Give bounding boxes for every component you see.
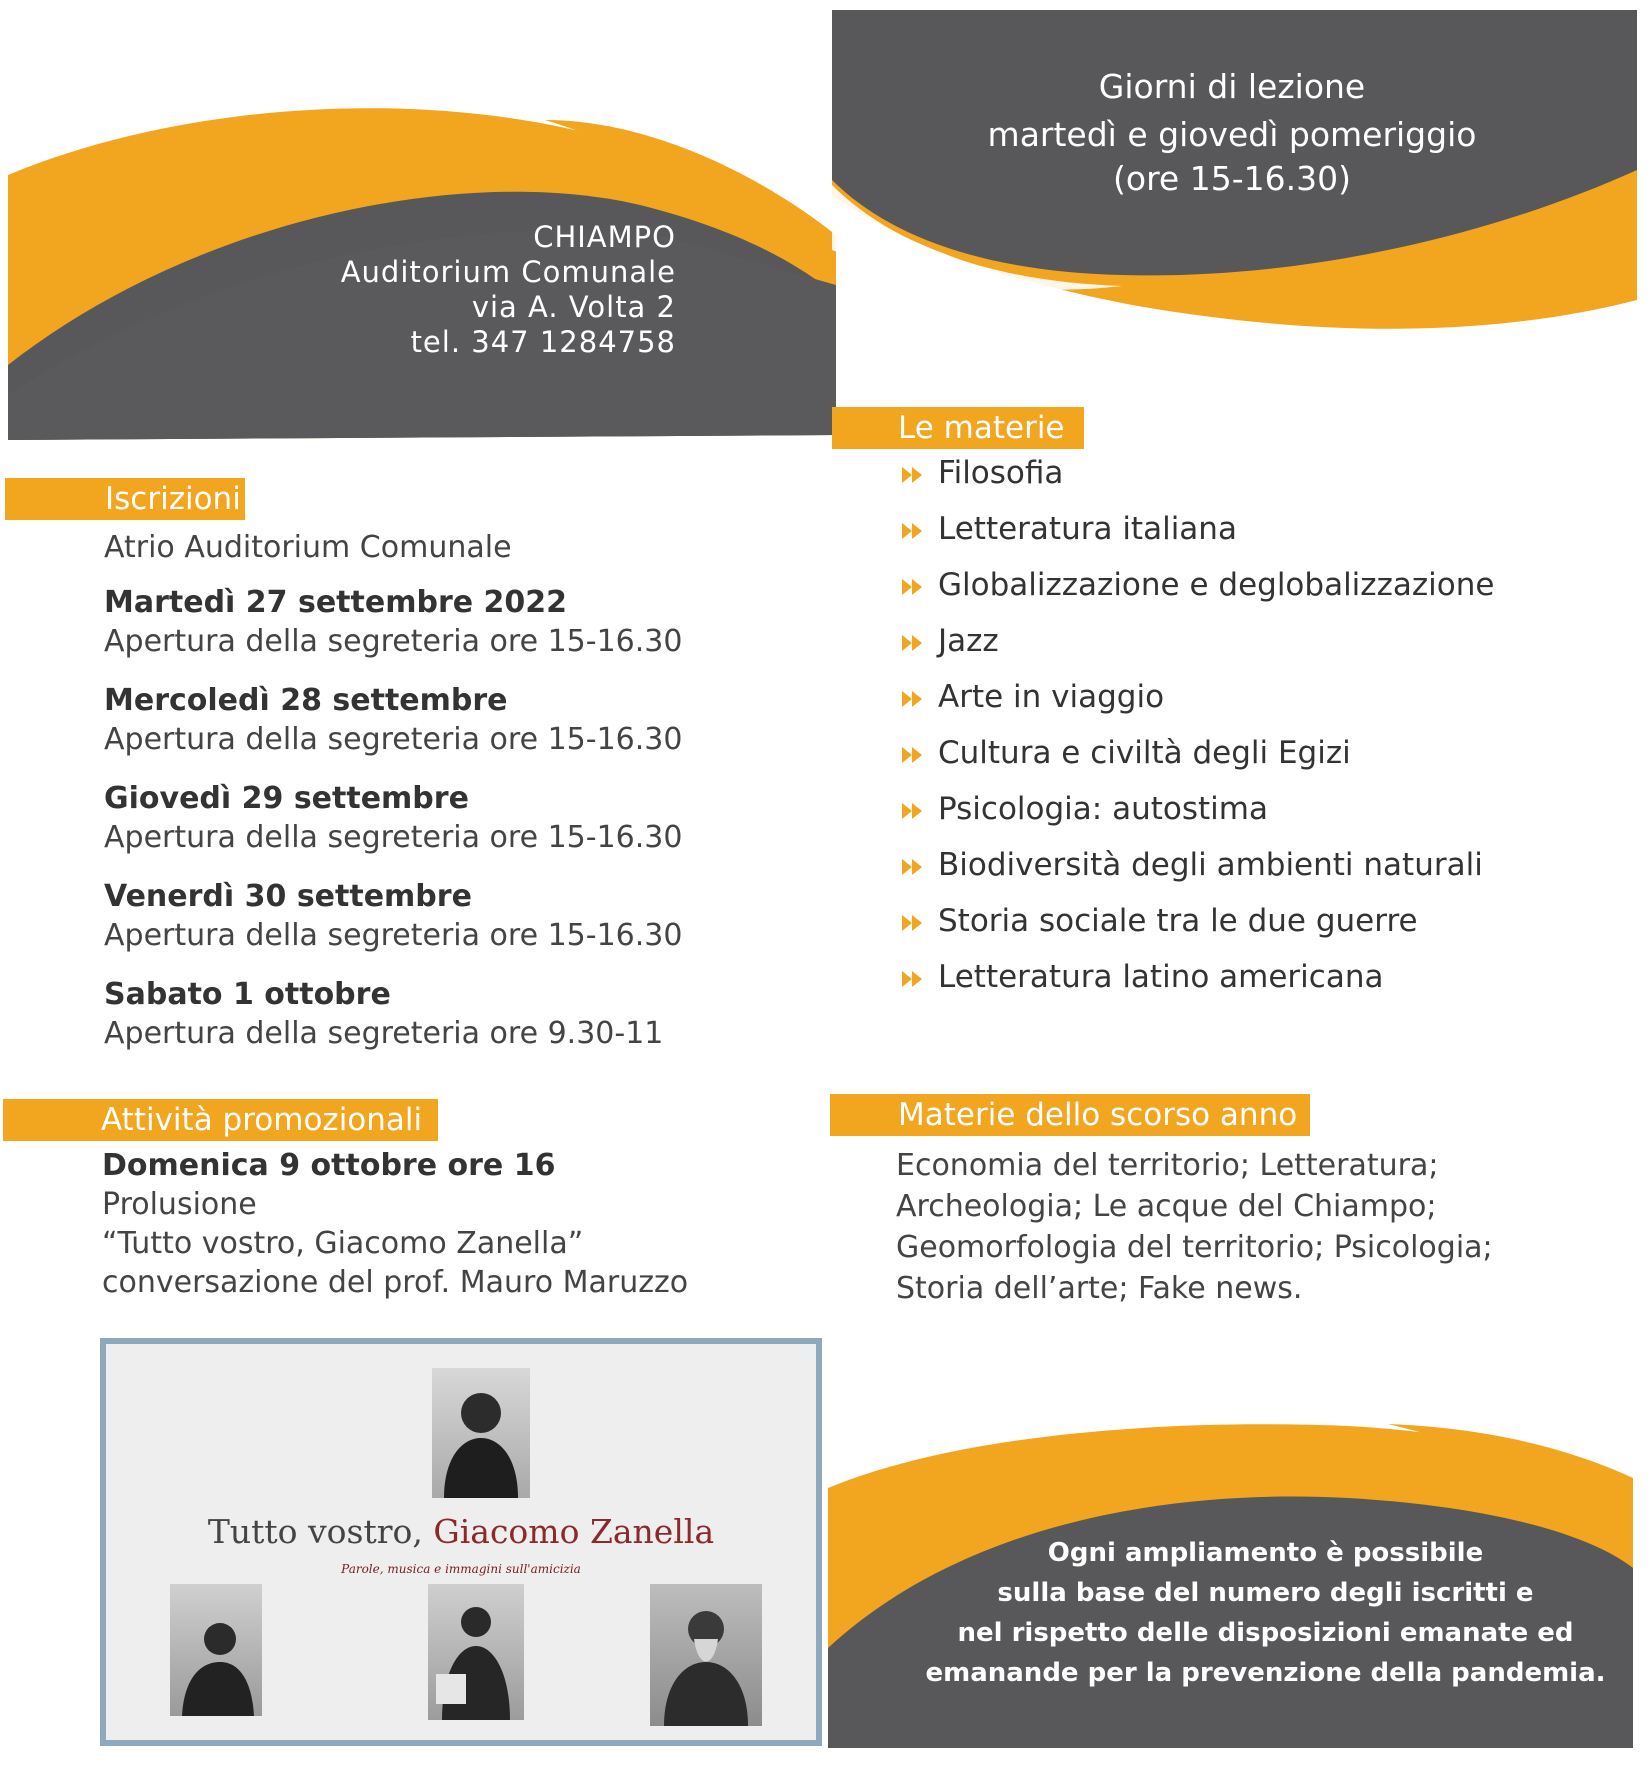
materia-label: Filosofia — [938, 455, 1064, 491]
entry-desc: Apertura della segreteria ore 15-16.30 — [104, 624, 683, 659]
iscrizioni-location: Atrio Auditorium Comunale — [104, 530, 512, 565]
double-arrow-icon — [900, 968, 926, 990]
portrait-figure — [428, 1584, 524, 1720]
scorso-text — [896, 1145, 1596, 1309]
entry-desc: Apertura della segreteria ore 9.30-11 — [104, 1016, 664, 1051]
entry-date: Mercoledì 28 settembre — [104, 683, 508, 718]
list-item — [900, 679, 1164, 715]
note-text — [898, 1533, 1633, 1693]
entry-desc: Apertura della segreteria ore 15-16.30 — [104, 722, 683, 757]
materia-label: Jazz — [938, 623, 999, 659]
poster-title-2: Giacomo Zanella — [433, 1512, 715, 1551]
promo-date: Domenica 9 ottobre ore 16 — [102, 1148, 556, 1183]
materia-label: Cultura e civiltà degli Egizi — [938, 735, 1351, 771]
list-item — [900, 567, 1494, 603]
lessons-banner — [832, 10, 1641, 340]
materia-label: Psicologia: autostima — [938, 791, 1268, 827]
materie-list — [900, 455, 1600, 1015]
materia-label: Storia sociale tra le due guerre — [938, 903, 1418, 939]
materia-label: Letteratura italiana — [938, 511, 1237, 547]
poster-title — [106, 1512, 816, 1551]
double-arrow-icon — [900, 464, 926, 486]
iscrizioni-heading: Iscrizioni — [5, 478, 245, 520]
venue-banner — [0, 95, 836, 450]
list-item — [900, 511, 1237, 547]
double-arrow-icon — [900, 688, 926, 710]
lessons-title: Giorni di lezione — [1098, 67, 1366, 106]
scorso-heading: Materie dello scorso anno — [830, 1094, 1310, 1136]
note-line4: emanande per la prevenzione della pandemia. — [925, 1658, 1606, 1688]
entry-date: Giovedì 29 settembre — [104, 781, 469, 816]
portrait-center — [428, 1584, 524, 1720]
list-item — [900, 959, 1383, 995]
promo-heading: Attività promozionali — [3, 1099, 438, 1141]
entry-date: Sabato 1 ottobre — [104, 977, 391, 1012]
poster-title-1: Tutto vostro, — [207, 1512, 434, 1551]
note-line2: sulla base del numero degli iscritti e — [997, 1578, 1534, 1608]
portrait-figure — [170, 1584, 262, 1716]
promo-line1: Prolusione — [102, 1187, 257, 1222]
scorso-line1: Economia del territorio; Letteratura; — [896, 1148, 1439, 1183]
portrait-left — [170, 1584, 262, 1716]
materia-label: Globalizzazione e deglobalizzazione — [938, 567, 1495, 603]
scorso-line2: Archeologia; Le acque del Chiampo; — [896, 1189, 1437, 1224]
double-arrow-icon — [900, 520, 926, 542]
list-item — [900, 847, 1483, 883]
materia-label: Biodiversità degli ambienti naturali — [938, 847, 1483, 883]
iscrizioni-entry — [104, 879, 682, 953]
materie-heading: Le materie — [832, 407, 1084, 449]
lessons-text — [932, 65, 1532, 201]
entry-desc: Apertura della segreteria ore 15-16.30 — [104, 918, 683, 953]
promo-line2: “Tutto vostro, Giacomo Zanella” — [102, 1226, 584, 1261]
venue-place: Auditorium Comunale — [340, 255, 676, 289]
scorso-line4: Storia dell’arte; Fake news. — [896, 1271, 1303, 1306]
portrait-right — [650, 1584, 762, 1726]
list-item — [900, 623, 999, 659]
double-arrow-icon — [900, 632, 926, 654]
double-arrow-icon — [900, 856, 926, 878]
iscrizioni-entry — [104, 977, 663, 1051]
iscrizioni-entry — [104, 781, 682, 855]
portrait-figure — [432, 1368, 530, 1498]
note-banner — [828, 1418, 1641, 1748]
entry-desc: Apertura della segreteria ore 15-16.30 — [104, 820, 683, 855]
lessons-days: martedì e giovedì pomeriggio — [987, 115, 1477, 154]
list-item — [900, 455, 1063, 491]
lessons-hours: (ore 15-16.30) — [1113, 159, 1351, 198]
list-item — [900, 903, 1418, 939]
venue-town: CHIAMPO — [533, 220, 676, 254]
poster-subtitle: Parole, musica e immagini sull'amicizia — [341, 1562, 581, 1576]
double-arrow-icon — [900, 744, 926, 766]
zanella-poster — [100, 1338, 822, 1746]
venue-address: via A. Volta 2 — [471, 290, 676, 324]
iscrizioni-entry — [104, 585, 682, 659]
promo-block — [102, 1148, 802, 1300]
entry-date: Martedì 27 settembre 2022 — [104, 585, 568, 620]
materia-label: Letteratura latino americana — [938, 959, 1384, 995]
promo-line3: conversazione del prof. Mauro Maruzzo — [102, 1265, 689, 1300]
portrait-top — [432, 1368, 530, 1498]
double-arrow-icon — [900, 576, 926, 598]
scorso-line3: Geomorfologia del territorio; Psicologia; — [896, 1230, 1493, 1265]
iscrizioni-entry — [104, 683, 682, 757]
materia-label: Arte in viaggio — [938, 679, 1165, 715]
portrait-figure — [650, 1584, 762, 1726]
double-arrow-icon — [900, 912, 926, 934]
double-arrow-icon — [900, 800, 926, 822]
venue-text — [156, 220, 676, 360]
note-line3: nel rispetto delle disposizioni emanate ed — [957, 1618, 1574, 1648]
entry-date: Venerdì 30 settembre — [104, 879, 472, 914]
list-item — [900, 791, 1268, 827]
note-line1: Ogni ampliamento è possibile — [1047, 1538, 1484, 1568]
list-item — [900, 735, 1351, 771]
venue-phone: tel. 347 1284758 — [410, 325, 676, 359]
